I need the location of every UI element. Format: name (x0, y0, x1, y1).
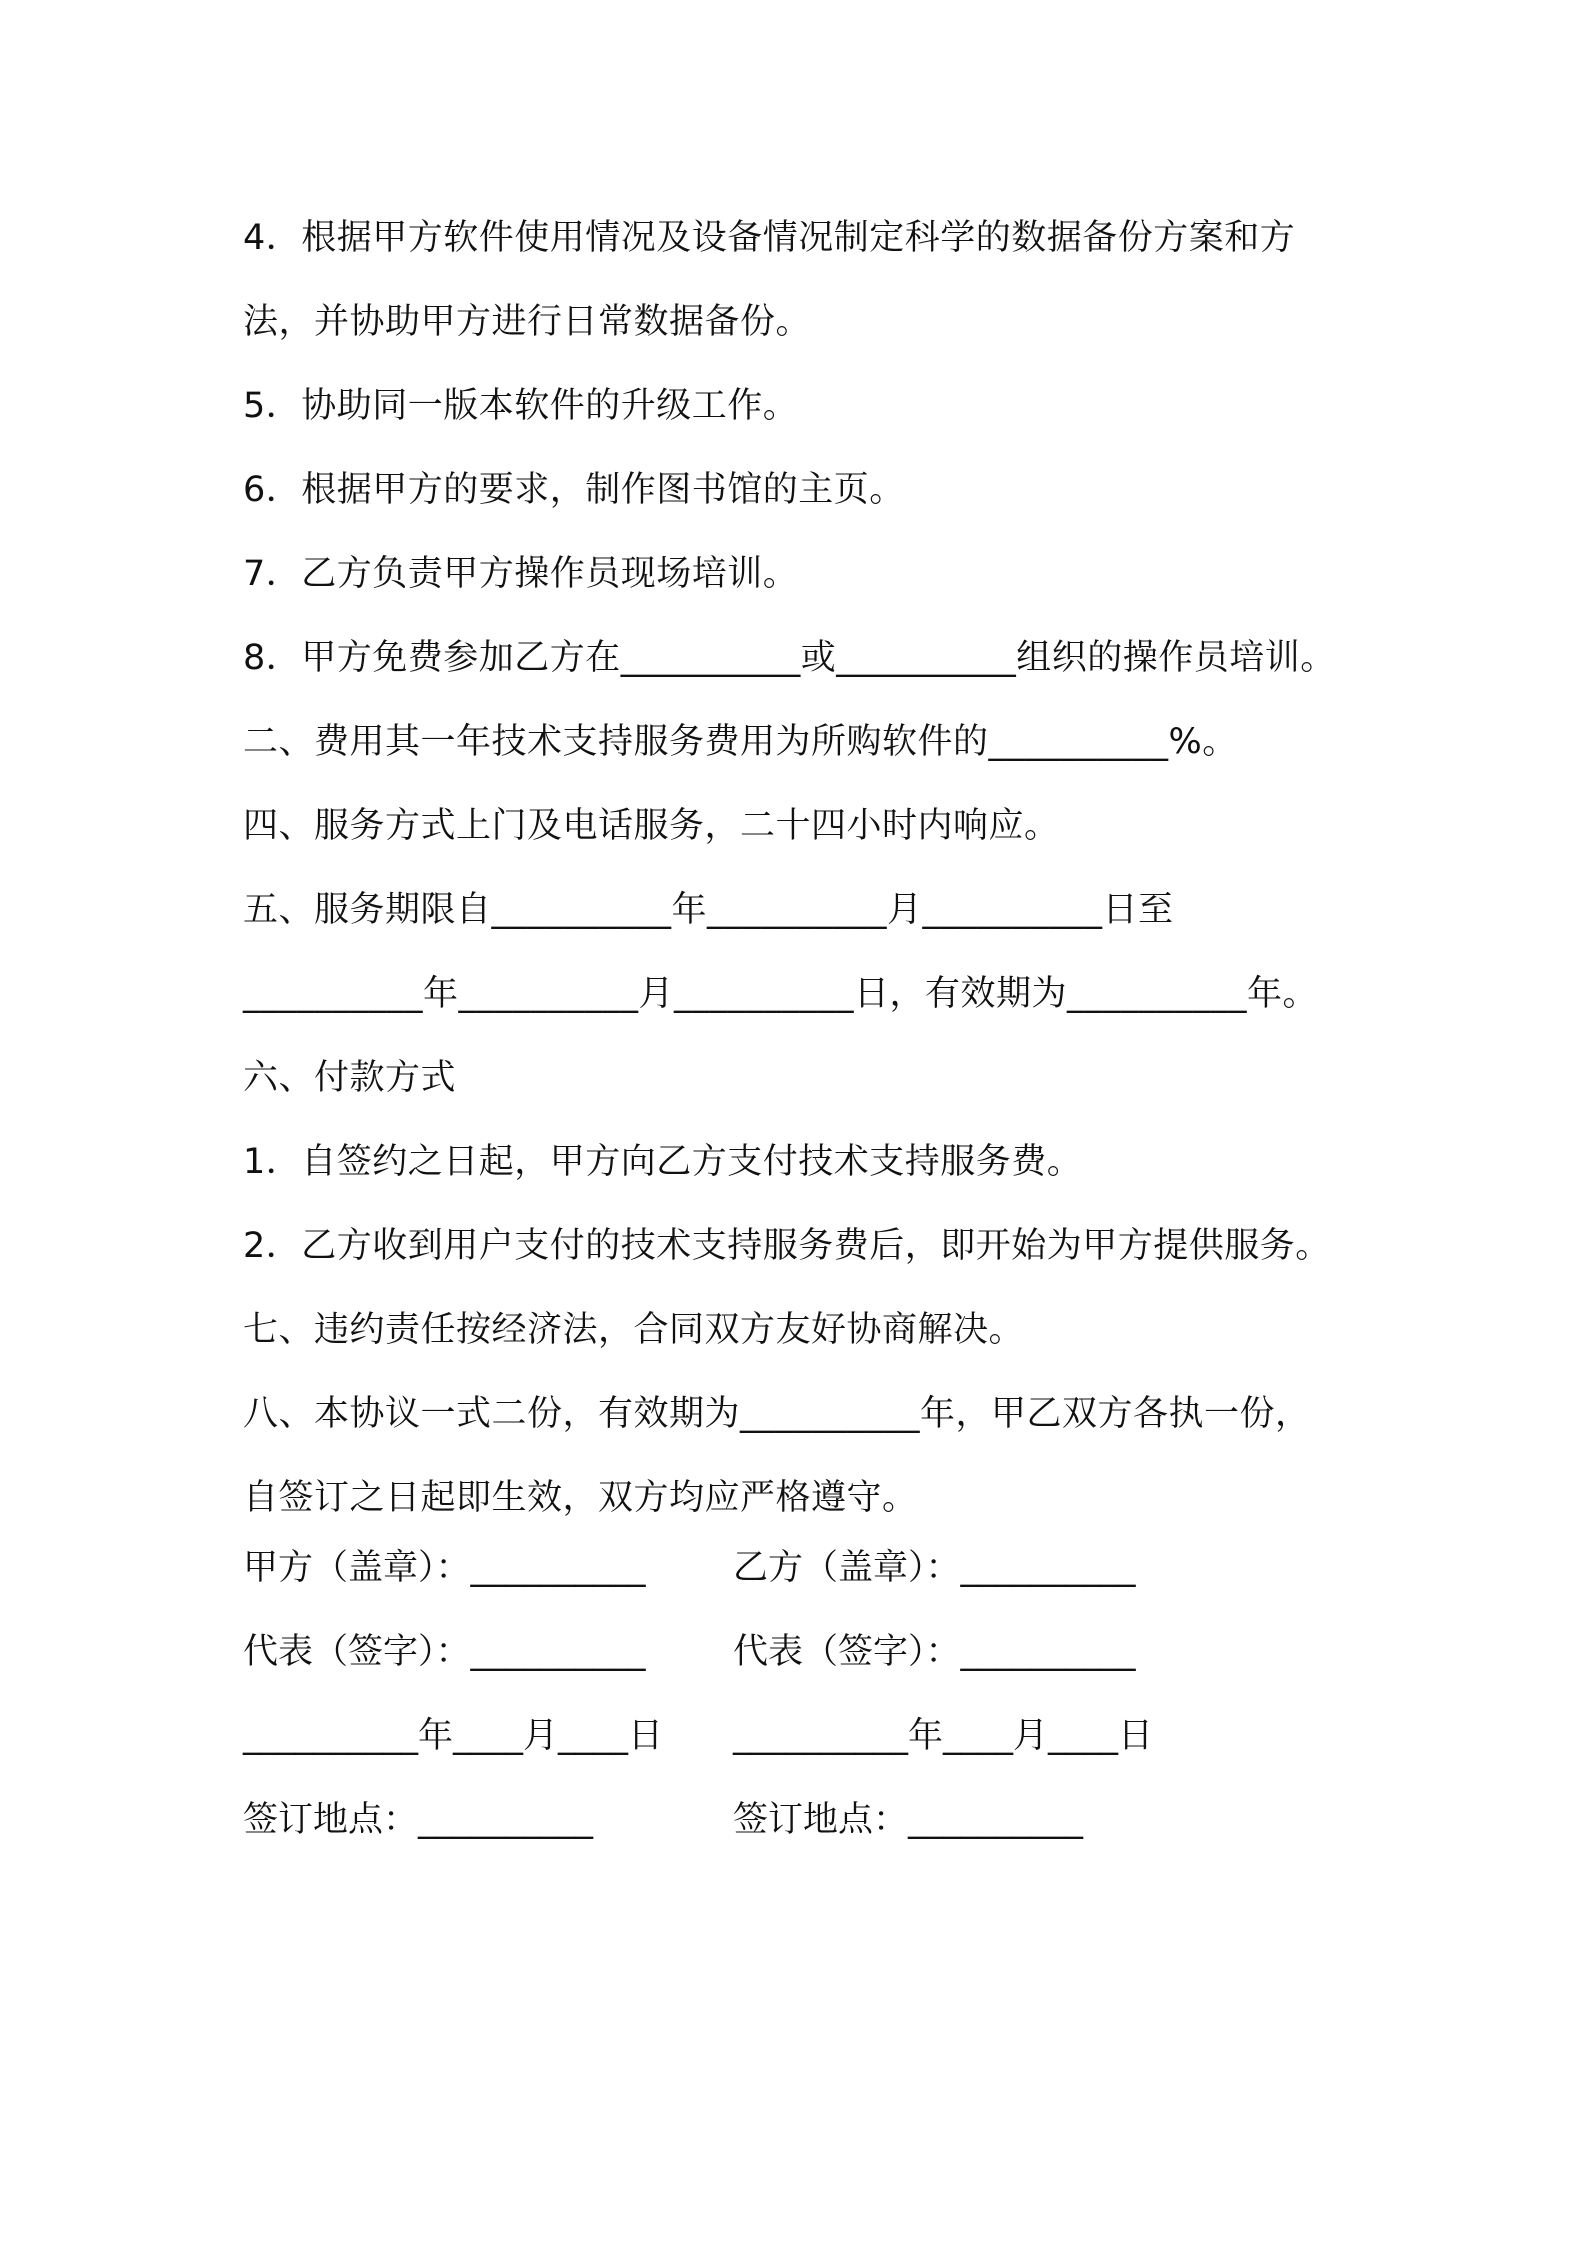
party-a-place: 签订地点：__________ (243, 1800, 594, 1840)
party-b-place: 签订地点：__________ (733, 1800, 1084, 1840)
clause-8: 8．甲方免费参加乙方在__________或__________组织的操作员培训。 (243, 638, 1336, 678)
date-row (243, 1694, 1403, 1778)
clause-4-line-2: 法，并协助甲方进行日常数据备份。 (243, 302, 812, 342)
section-liability: 七、违约责任按经济法，合同双方友好协商解决。 (243, 1310, 1025, 1350)
party-b-representative: 代表（签字）：__________ (733, 1632, 1136, 1672)
place-row (243, 1778, 1403, 1862)
party-a-seal: 甲方（盖章）：__________ (243, 1548, 646, 1588)
section-copies-line-1: 八、本协议一式二份，有效期为__________年，甲乙双方各执一份， (243, 1394, 1311, 1434)
seal-row (243, 1526, 1403, 1610)
section-service-method: 四、服务方式上门及电话服务，二十四小时内响应。 (243, 806, 1060, 846)
section-payment-heading: 六、付款方式 (243, 1058, 457, 1098)
payment-item-2: 2．乙方收到用户支付的技术支持服务费后，即开始为甲方提供服务。 (243, 1226, 1331, 1266)
section-fees: 二、费用其一年技术支持服务费用为所购软件的__________%。 (243, 722, 1238, 762)
party-a-representative: 代表（签字）：__________ (243, 1632, 646, 1672)
clause-4-line-1: 4．根据甲方软件使用情况及设备情况制定科学的数据备份方案和方 (243, 218, 1296, 258)
contract-body (243, 196, 1403, 1540)
section-copies-line-2: 自签订之日起即生效，双方均应严格遵守。 (243, 1478, 918, 1518)
party-a-date: __________年____月____日 (243, 1716, 664, 1756)
representative-row (243, 1610, 1403, 1694)
signature-block (243, 1526, 1403, 1862)
clause-6: 6．根据甲方的要求，制作图书馆的主页。 (243, 470, 905, 510)
clause-7: 7．乙方负责甲方操作员现场培训。 (243, 554, 799, 594)
payment-item-1: 1．自签约之日起，甲方向乙方支付技术支持服务费。 (243, 1142, 1083, 1182)
section-service-period-line-1: 五、服务期限自__________年__________月__________日至 (243, 890, 1174, 930)
section-service-period-line-2: __________年__________月__________日，有效期为__________年。 (243, 974, 1319, 1014)
party-b-seal: 乙方（盖章）：__________ (733, 1548, 1136, 1588)
party-b-date: __________年____月____日 (733, 1716, 1154, 1756)
clause-5: 5．协助同一版本软件的升级工作。 (243, 386, 799, 426)
